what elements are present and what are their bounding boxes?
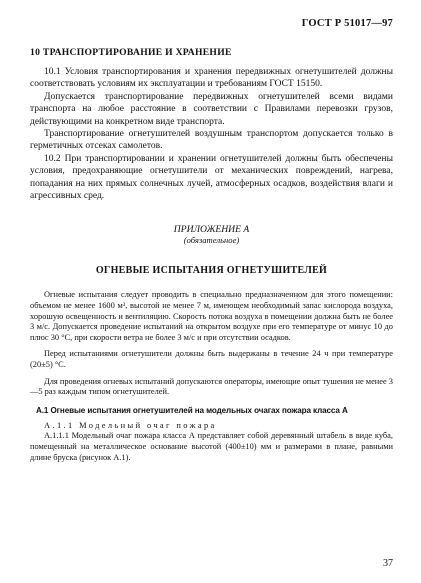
paragraph: Транспортирование огнетушителей воздушным транспортом допускается только в герметичных отсеках самолетов. [30,129,393,152]
section-body [30,66,393,202]
section-title: 10 ТРАНСПОРТИРОВАНИЕ И ХРАНЕНИЕ [30,47,232,58]
paragraph: 10.1 Условия транспортирования и хранения передвижных огнетушителей должны соответствовать условиям их эксплуатации и требованиям ГОСТ 15150. [30,67,393,90]
paragraph: Для проведения огневых испытаний допускаются операторы, имеющие опыт тушения не менее 3—5 раз каждым типом огнетушителей. [30,376,393,397]
appendix-body [30,290,393,397]
paragraph: Перед испытаниями огнетушители должны быть выдержаны в течение 24 ч при температуре (20±5) °С. [30,349,393,370]
paragraph: Допускается транспортирование передвижных огнетушителей всеми видами транспорта на любое расстояние в соответствии с Правилами перевозки грузов, действующими на конкретном виде транспорта. [30,91,393,127]
subsection-title: А.1 Огневые испытания огнетушителей на модельных очагах пожара класса А [36,405,348,415]
appendix-label: ПРИЛОЖЕНИЕ А [173,224,250,236]
paragraph: Огневые испытания следует проводить в специально предназначенном для этого помещении: объемом не менее 1600 м³, высотой не менее 7 м, имеющем необходимый запас кислорода воздуха, хорошую освещенность и вентиляцию. Скорость потока воздуха в помещении должна быть не более 3 м/с. Допускается проведение испытаний на открытом воздухе при его температуре от минус 10 до плюс 30 °С, при скорости ветра не более 3 м/с и при отсутствии осадков. [30,290,393,342]
appendix-status: (обязательное) [183,235,240,246]
paragraph: А.1.1.1 Модельный очаг пожара класса А представляет собой деревянный штабель в виде куба, помещенный на металлическое основание высотой (400±10) мм и размерами в плане, равными длине бруска (рисунок А.1). [30,431,393,462]
appendix-heading [30,224,393,245]
model-fire-section [30,421,393,463]
appendix-title: ОГНЕВЫЕ ИСПЫТАНИЯ ОГНЕТУШИТЕЛЕЙ [95,265,328,277]
page-number: 37 [383,558,393,569]
paragraph: 10.2 При транспортировании и хранении огнетушителей должны быть обеспечены условия, предохраняющие огнетушители от механических повреждений, нагрева, попадания на них прямых солнечных лучей, атмосферных осадков, воздействия влаги и агрессивных сред. [30,153,393,202]
document-header: ГОСТ Р 51017—97 [301,18,393,29]
subsubsection-title: А.1.1 Модельный очаг пожара [44,420,217,430]
